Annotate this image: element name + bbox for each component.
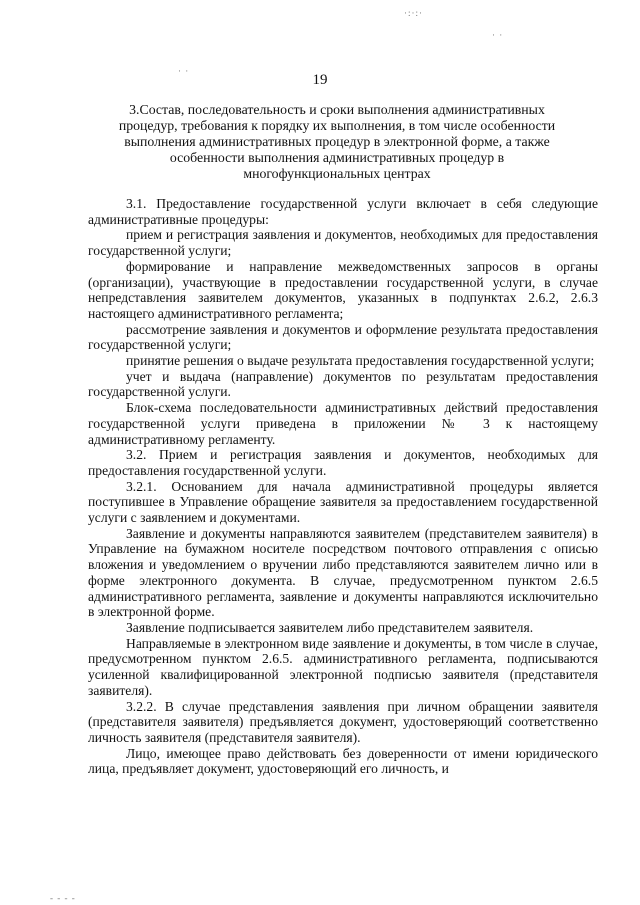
scan-speck: - - - - [50, 893, 76, 903]
scan-speck: · · [178, 66, 190, 76]
paragraph: учет и выдача (направление) документов по результатам предоставления государственной услуги. [88, 368, 598, 400]
paragraph: Лицо, имеющее право действовать без доверенности от имени юридического лица, предъявляет документ, удостоверяющий его личность, и [88, 745, 598, 777]
paragraph: Заявление подписывается заявителем либо представителем заявителя. [126, 619, 534, 635]
section-heading: 3.Состав, последовательность и сроки выполнения административных процедур, требования к порядку их выполнения, в том числе особенности выполнения административных процедур в электронной форме, а также особенности выполнения административных процедур в многофункциональных центрах [118, 102, 556, 181]
paragraph: формирование и направление межведомственных запросов в органы (организации), участвующие в предоставлении государственной услуги, в случае непредставления заявителем документов, указанных в подпунктах 2.6.2, 2.6.3 настоящего административного регламента; [88, 258, 598, 321]
paragraph: 3.1. Предоставление государственной услуги включает в себя следующие административные процедуры: [88, 196, 598, 227]
paragraph: рассмотрение заявления и документов и оформление результата предоставления государственной услуги; [88, 321, 598, 353]
paragraph: Направляемые в электронном виде заявление и документы, в том числе в случае, предусмотренном пунктом 2.6.5. административного регламента, подписываются усиленной квалифицированной электронной подписью заявителя (представителя заявителя). [88, 635, 598, 698]
paragraph: прием и регистрация заявления и документов, необходимых для предоставления государственной услуги; [88, 227, 598, 259]
paragraph: 3.2.2. В случае представления заявления при личном обращении заявителя (представителя заявителя) предъявляется документ, удостоверяющий соответственно личность заявителя (представителя заявителя). [88, 698, 598, 745]
paragraph: Заявление и документы направляются заявителем (представителем заявителя) в Управление на бумажном носителе посредством почтового отправления с описью вложения и уведомлением о вручении либо представляются заявителем лично или в форме электронного документа. В случае, предусмотренном пунктом 2.6.5 административного регламента, заявление и документы направляются исключительно в электронной форме. [88, 525, 598, 620]
paragraph: 3.2.1. Основанием для начала административной процедуры является поступившее в Управление обращение заявителя за предоставлением государственной услуги с заявлением и документами. [88, 478, 598, 526]
document-body [88, 196, 598, 777]
paragraph: принятие решения о выдаче результата предоставления государственной услуги; [126, 353, 595, 369]
paragraph: Блок-схема последовательности административных действий предоставления государственной услуги приведена в приложении № 3 к настоящему административному регламенту. [88, 400, 598, 447]
page-number: 19 [312, 72, 328, 88]
scan-speck: · · [492, 30, 504, 40]
paragraph: 3.2. Прием и регистрация заявления и документов, необходимых для предоставления государственной услуги. [88, 447, 598, 478]
scan-speck: ·:·:· [404, 8, 423, 18]
